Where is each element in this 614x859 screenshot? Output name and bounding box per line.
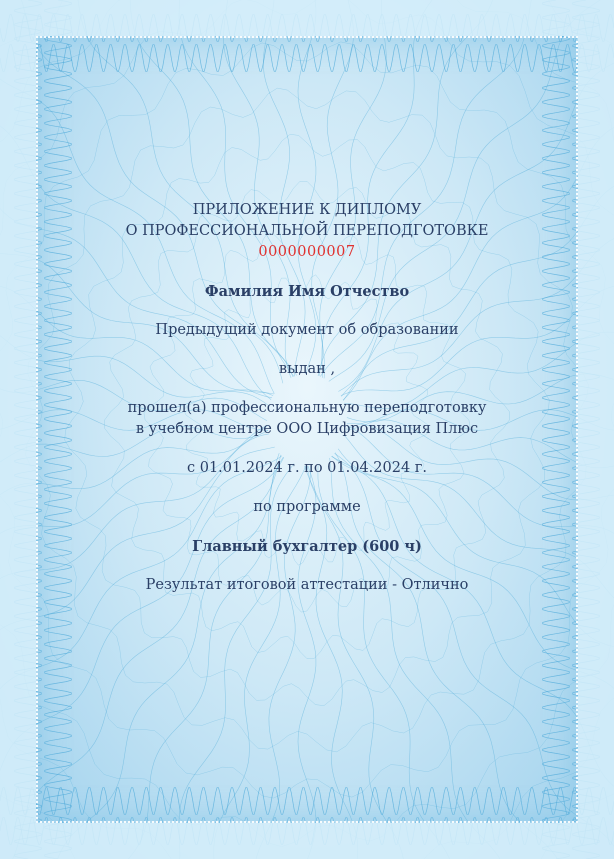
- program-name: Главный бухгалтер (600 ч): [192, 538, 422, 555]
- attestation-result: Результат итоговой аттестации - Отлично: [145, 577, 469, 593]
- previous-document: Предыдущий документ об образовании: [155, 322, 459, 338]
- training-period: с 01.01.2024 г. по 01.04.2024 г.: [186, 460, 427, 476]
- title-line-2: О ПРОФЕССИОНАЛЬНОЙ ПЕРЕПОДГОТОВКЕ: [125, 223, 489, 239]
- document-body: [60, 200, 554, 596]
- person-name: Фамилия Имя Отчество: [204, 283, 410, 300]
- training-line-2: в учебном центре ООО Цифровизация Плюс: [135, 421, 479, 437]
- issued-by: выдан ,: [278, 361, 336, 377]
- training-line-1: прошел(а) профессиональную переподготовку: [127, 400, 487, 416]
- program-label: по программе: [253, 499, 361, 515]
- diploma-number: 0000000007: [258, 244, 356, 260]
- title-line-1: ПРИЛОЖЕНИЕ К ДИПЛОМУ: [192, 202, 422, 218]
